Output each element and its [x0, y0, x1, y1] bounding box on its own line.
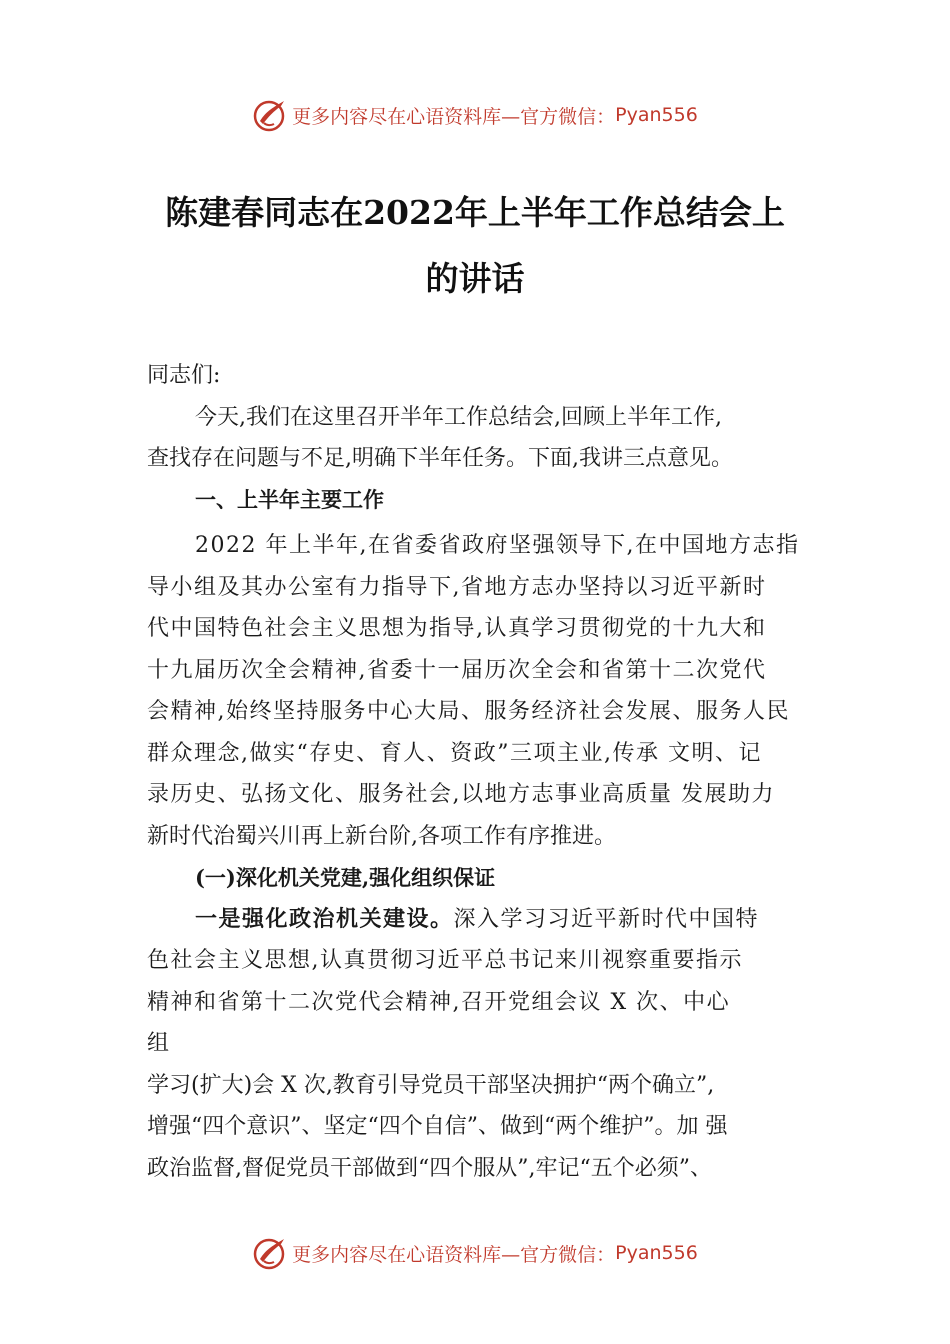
watermark-text: 更多内容尽在心语资料库—官方微信： — [292, 1243, 616, 1266]
watermark-text: 更多内容尽在心语资料库—官方微信： — [292, 105, 616, 128]
title-line-2: 的讲话 — [425, 259, 525, 298]
para2-line-3: 精神和省第十二次党代会精神,召开党组会议 X 次、中心 — [147, 989, 731, 1015]
para2-line-2: 色社会主义思想,认真贯彻习近平总书记来川视察重要指示 — [147, 948, 743, 973]
watermark-wechat-id: Pyan556 — [615, 1242, 698, 1264]
para1-line-1: 2022 年上半年,在省委省政府坚强领导下,在中国地方志指 — [195, 533, 800, 558]
subsection-heading-1: (一)深化机关党建,强化组织保证 — [195, 865, 496, 890]
para1-line-4: 十九届历次全会精神,省委十一届历次全会和省第十二次党代 — [147, 657, 767, 683]
brush-logo-icon — [252, 97, 288, 133]
para1-line-8: 新时代治蜀兴川再上新台阶,各项工作有序推进。 — [147, 823, 616, 849]
para1-line-5: 会精神,始终坚持服务中心大局、服务经济社会发展、服务人民 — [147, 699, 790, 724]
para1-line-6: 群众理念,做实“存史、育人、资政”三项主业,传承 文明、记 — [147, 740, 762, 766]
salutation: 同志们: — [147, 363, 221, 388]
para2-line-4: 组 — [147, 1031, 170, 1056]
section-heading-1: 一、上半年主要工作 — [195, 487, 384, 512]
watermark-banner-top — [0, 95, 950, 135]
para2-line-1-rest: 深入学习习近平新时代中国特 — [453, 906, 760, 932]
brush-logo-icon — [252, 1235, 288, 1271]
para2-line-1 — [147, 899, 837, 941]
intro-line-2: 查找存在问题与不足,明确下半年任务。下面,我讲三点意见。 — [147, 446, 733, 471]
para2-line-7: 政治监督,督促党员干部做到“四个服从”,牢记“五个必须”、 — [147, 1155, 712, 1181]
intro-line-1: 今天,我们在这里召开半年工作总结会,回顾上半年工作, — [195, 404, 722, 430]
para2-line-6: 增强“四个意识”、坚定“四个自信”、做到“两个维护”。加 强 — [147, 1114, 728, 1139]
para1-line-2: 导小组及其办公室有力指导下,省地方志办坚持以习近平新时 — [147, 574, 767, 600]
watermark-banner-bottom — [0, 1233, 950, 1273]
document-title — [100, 180, 850, 312]
para2-lead: 一是强化政治机关建设。 — [195, 906, 454, 932]
document-body — [147, 355, 837, 1189]
para1-line-3: 代中国特色社会主义思想为指导,认真学习贯彻党的十九大和 — [147, 616, 767, 641]
para2-line-5: 学习(扩大)会 X 次,教育引导党员干部坚决拥护“两个确立”, — [147, 1072, 715, 1098]
watermark-wechat-id: Pyan556 — [615, 104, 698, 126]
title-line-1: 陈建春同志在2022年上半年工作总结会上 — [165, 193, 785, 232]
para1-line-7: 录历史、弘扬文化、服务社会,以地方志事业高质量 发展助力 — [147, 782, 775, 807]
